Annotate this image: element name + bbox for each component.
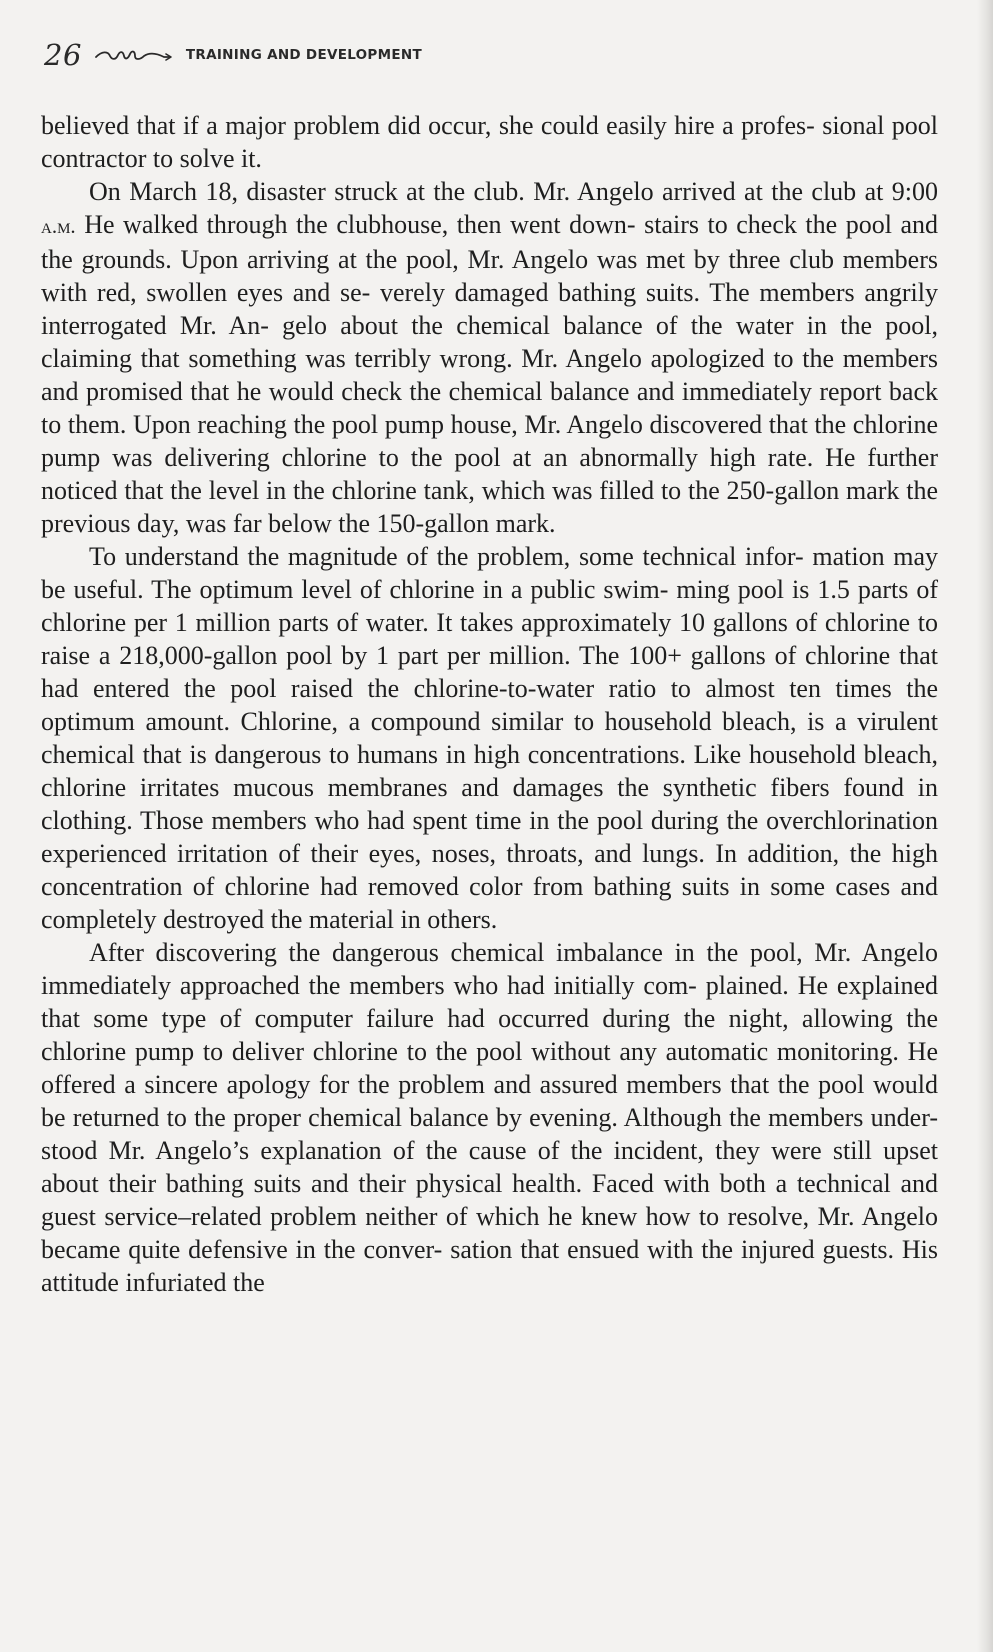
paragraph-2	[41, 175, 938, 540]
page-edge-shadow	[977, 0, 993, 1652]
paragraph-3: To understand the magnitude of the problem, some technical infor- mation may be useful. The optimum level of chlorine in a public swim- ming pool is 1.5 parts of chlorine per 1 million parts of water. It takes approximately 10 gallons of chlorine to raise a 218,000-gallon pool by 1 part per million. The 100+ gallons of chlorine that had entered the pool raised the chlorine-to-water ratio to almost ten times the optimum amount. Chlorine, a compound similar to household bleach, is a virulent chemical that is dangerous to humans in high concentrations. Like household bleach, chlorine irritates mucous membranes and damages the synthetic fibers found in clothing. Those members who had spent time in the pool during the overchlorination experienced irritation of their eyes, noses, throats, and lungs. In addition, the high concentration of chlorine had removed color from bathing suits in some cases and completely destroyed the material in others.	[41, 542, 938, 934]
time-smallcaps: a.m.	[41, 214, 76, 238]
body-text	[41, 109, 938, 1299]
paragraph-4: After discovering the dangerous chemical imbalance in the pool, Mr. Angelo immediately approached the members who had initially com- plained. He explained that some type of computer failure had occurred during the night, allowing the chlorine pump to deliver chlorine to the pool without any automatic monitoring. He offered a sincere apology for the problem and assured members that the pool would be returned to the proper chemical balance by evening. Although the members under- stood Mr. Angelo’s explanation of the cause of the incident, they were still upset about their bathing suits and their physical health. Faced with both a technical and guest service–related problem neither of which he knew how to resolve, Mr. Angelo became quite defensive in the conver- sation that ensued with the injured guests. His attitude infuriated the	[41, 938, 938, 1297]
running-head-title: TRAINING AND DEVELOPMENT	[185, 47, 422, 63]
paragraph-1: believed that if a major problem did occur, she could easily hire a profes- sional pool contractor to solve it.	[41, 111, 938, 173]
paragraph-2-text-after: He walked through the clubhouse, then went down- stairs to check the pool and the grounds. Upon arriving at the pool, Mr. Angelo was met by three club members with red, swollen eyes and se- verely damaged bathing suits. The members angrily interrogated Mr. An- gelo about the chemical balance of the water in the pool, claiming that something was terribly wrong. Mr. Angelo apologized to the members and promised that he would check the chemical balance and immediately report back to them. Upon reaching the pool pump house, Mr. Angelo discovered that the chlorine pump was delivering chlorine to the pool at an abnormally high rate. He further noticed that the level in the chlorine tank, which was filled to the 250-gallon mark the previous day, was far below the 150-gallon mark.	[41, 210, 938, 538]
page-number: 26	[44, 38, 82, 72]
running-header	[44, 30, 422, 80]
swash-ornament-icon	[94, 45, 174, 65]
paragraph-2-text-before: On March 18, disaster struck at the club. Mr. Angelo arrived at the club at 9:00	[89, 177, 938, 206]
